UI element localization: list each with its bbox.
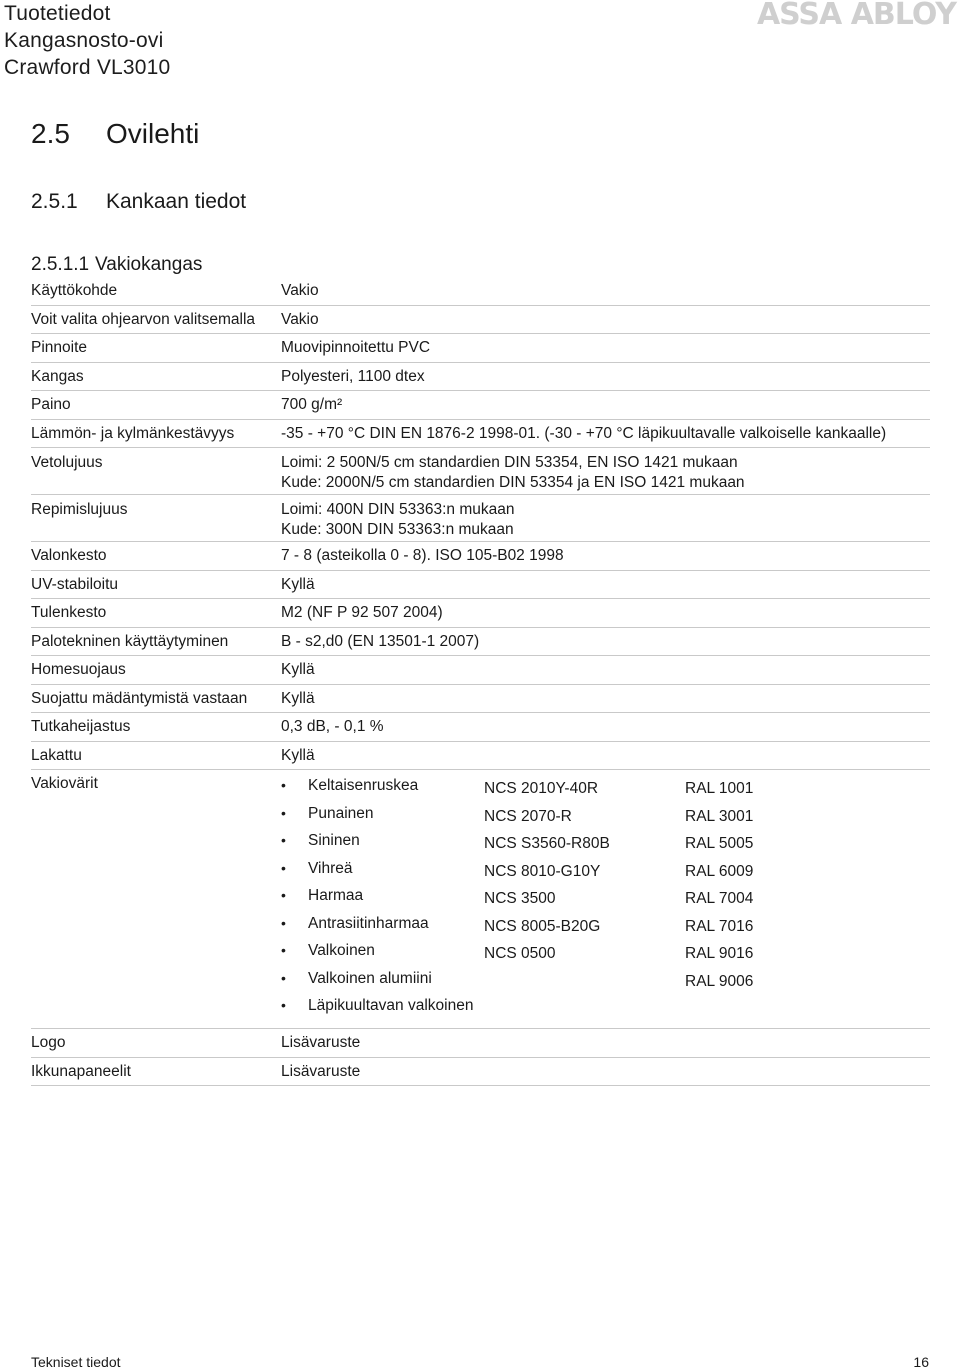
brand-logo: ASSA ABLOY — [756, 0, 956, 32]
footer-section-name: Tekniset tiedot — [31, 1354, 121, 1370]
color-name: Keltaisenruskea — [308, 777, 419, 794]
color-name: Vihreä — [308, 859, 353, 877]
bullet-icon: • — [281, 969, 286, 986]
section-heading — [31, 118, 199, 150]
row-value: 0,3 dB, - 0,1 % — [281, 718, 384, 735]
color-ral: RAL 3001 — [685, 807, 754, 825]
table-row — [31, 542, 930, 571]
color-list — [281, 770, 930, 1028]
color-ral: RAL 6009 — [685, 862, 754, 880]
color-ncs — [484, 994, 685, 999]
color-item — [281, 967, 930, 995]
subsubsection-heading — [31, 254, 202, 276]
subsection-number: 2.5.1 — [31, 190, 78, 213]
row-label: Käyttökohde — [31, 282, 118, 299]
page-number: 16 — [913, 1354, 929, 1370]
table-row — [31, 391, 930, 420]
color-ral: RAL 9016 — [685, 945, 754, 962]
table-row — [31, 363, 930, 392]
bullet-icon: • — [281, 942, 286, 958]
color-ncs: NCS 0500 — [484, 945, 556, 962]
table-row — [31, 742, 930, 771]
row-value: M2 (NF P 92 507 2004) — [281, 604, 443, 621]
color-ral — [685, 994, 930, 999]
color-name: Valkoinen alumiini — [308, 969, 432, 987]
color-name: Harmaa — [308, 887, 364, 904]
header-line-1: Tuotetiedot — [4, 2, 111, 25]
color-name: Läpikuultavan valkoinen — [308, 997, 474, 1014]
row-value: Polyesteri, 1100 dtex — [281, 367, 425, 385]
color-item — [281, 857, 930, 885]
section-number: 2.5 — [31, 118, 70, 149]
header-line-2: Kangasnosto-ovi — [4, 29, 164, 52]
row-value: Vakio — [281, 310, 319, 328]
row-label: Vetolujuus — [31, 454, 103, 471]
row-value — [281, 448, 930, 494]
header-line-3: Crawford VL3010 — [4, 56, 171, 79]
row-label: UV-stabiloitu — [31, 575, 119, 593]
color-item — [281, 939, 930, 967]
row-value: -35 - +70 °C DIN EN 1876-2 1998-01. (-30 - +70 °C läpikuultavalle valkoiselle kankaalle) — [281, 424, 887, 442]
row-value: Kyllä — [281, 746, 315, 764]
subsubsection-title: Vakiokangas — [95, 254, 203, 275]
color-ncs: NCS 2070-R — [484, 807, 572, 825]
row-label: Tutkaheijastus — [31, 718, 131, 735]
color-ral: RAL 5005 — [685, 835, 754, 852]
color-ral: RAL 7004 — [685, 890, 754, 907]
row-value: B - s2,d0 (EN 13501-1 2007) — [281, 632, 480, 650]
table-row — [31, 713, 930, 742]
table-row — [31, 599, 930, 628]
color-item — [281, 829, 930, 857]
table-row — [31, 495, 930, 542]
color-name: Valkoinen — [308, 942, 375, 959]
row-value-line: Kude: 2000N/5 cm standardien DIN 53354 ja EN ISO 1421 mukaan — [281, 473, 745, 491]
table-row — [31, 571, 930, 600]
color-ral: RAL 7016 — [685, 917, 754, 935]
bullet-icon: • — [281, 997, 286, 1013]
table-row — [31, 277, 930, 306]
color-item — [281, 774, 930, 802]
row-label: Vakiovärit — [31, 775, 98, 792]
color-ncs: NCS 8010-G10Y — [484, 862, 601, 880]
row-label: Valonkesto — [31, 547, 107, 564]
row-label: Logo — [31, 1034, 66, 1051]
color-ncs: NCS S3560-R80B — [484, 835, 610, 852]
row-value: Lisävaruste — [281, 1062, 361, 1080]
table-row — [31, 306, 930, 335]
row-value: Lisävaruste — [281, 1034, 361, 1051]
subsubsection-number: 2.5.1.1 — [31, 254, 90, 275]
document-header — [4, 0, 170, 81]
row-value-line: Loimi: 2 500N/5 cm standardien DIN 53354, EN ISO 1421 mukaan — [281, 454, 738, 471]
row-value: 700 g/m² — [281, 396, 343, 413]
row-label: Tulenkesto — [31, 604, 107, 621]
table-row — [31, 448, 930, 495]
table-row — [31, 334, 930, 363]
color-ncs: NCS 8005-B20G — [484, 917, 601, 935]
subsection-title: Kankaan tiedot — [106, 190, 247, 213]
color-ral: RAL 9006 — [685, 972, 754, 990]
color-name: Sininen — [308, 832, 360, 849]
color-ncs: NCS 3500 — [484, 890, 556, 907]
row-label: Repimislujuus — [31, 501, 128, 518]
row-value: Vakio — [281, 282, 319, 299]
row-label: Lakattu — [31, 746, 82, 764]
color-item — [281, 994, 930, 1022]
row-value-line: Loimi: 400N DIN 53363:n mukaan — [281, 501, 515, 518]
row-label: Ikkunapaneelit — [31, 1062, 131, 1080]
bullet-icon: • — [281, 914, 286, 931]
row-label: Palotekninen käyttäytyminen — [31, 632, 229, 650]
row-value: 7 - 8 (asteikolla 0 - 8). ISO 105-B02 1998 — [281, 547, 564, 564]
color-item — [281, 912, 930, 940]
row-label: Voit valita ohjearvon valitsemalla — [31, 310, 256, 328]
bullet-icon: • — [281, 859, 286, 876]
table-row-standard-colors — [31, 770, 930, 1029]
row-value: Kyllä — [281, 575, 315, 593]
color-name: Antrasiitinharmaa — [308, 914, 429, 932]
color-item — [281, 802, 930, 830]
row-label: Suojattu mädäntymistä vastaan — [31, 689, 248, 707]
section-title: Ovilehti — [106, 118, 200, 149]
row-value: Kyllä — [281, 689, 315, 707]
table-row — [31, 420, 930, 449]
row-label: Pinnoite — [31, 339, 88, 356]
row-value — [281, 495, 930, 541]
bullet-icon: • — [281, 832, 286, 848]
color-ncs: NCS 2010Y-40R — [484, 780, 599, 797]
table-row — [31, 685, 930, 714]
subsection-heading — [31, 190, 246, 214]
bullet-icon: • — [281, 804, 286, 821]
color-item — [281, 884, 930, 912]
row-label: Homesuojaus — [31, 661, 126, 678]
row-label: Paino — [31, 396, 71, 413]
color-name: Punainen — [308, 804, 374, 822]
row-label: Lämmön- ja kylmänkestävyys — [31, 424, 235, 442]
table-row — [31, 656, 930, 685]
row-label: Kangas — [31, 367, 84, 385]
row-value-line: Kude: 300N DIN 53363:n mukaan — [281, 520, 514, 538]
color-ral: RAL 1001 — [685, 780, 754, 797]
spec-table — [31, 277, 930, 1086]
row-value: Kyllä — [281, 661, 315, 678]
table-row — [31, 1058, 930, 1087]
bullet-icon: • — [281, 887, 286, 903]
table-row — [31, 1029, 930, 1058]
bullet-icon: • — [281, 777, 286, 793]
row-value: Muovipinnoitettu PVC — [281, 339, 431, 356]
table-row — [31, 628, 930, 657]
color-ncs — [484, 967, 685, 972]
